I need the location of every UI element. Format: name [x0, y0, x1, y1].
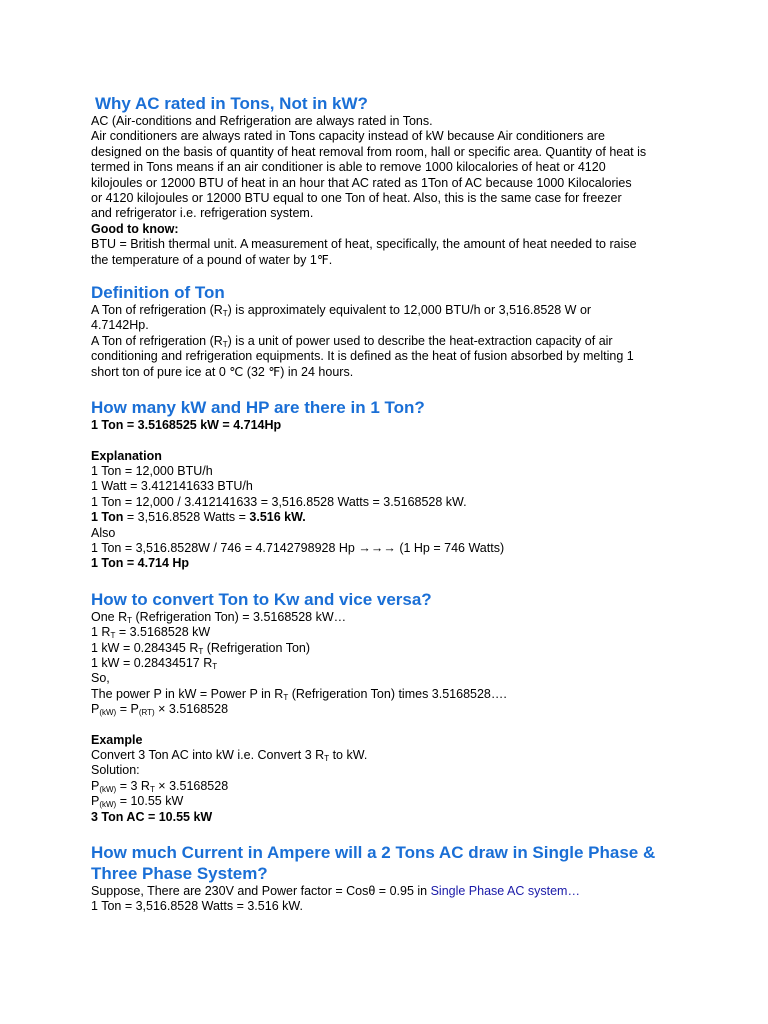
heading-why-ac-tons: Why AC rated in Tons, Not in kW? — [95, 94, 368, 113]
paragraph: short ton of pure ice at 0 ℃ (32 ℉) in 24 hours. — [91, 364, 354, 379]
paragraph: or 4120 kilojoules or 12000 BTU equal to one Ton of heat. Also, this is the same case for freezer — [91, 191, 622, 206]
paragraph: A Ton of refrigeration $(R_T)$ is a unit of power used to describe the heat-extraction capacity of air — [91, 333, 613, 349]
paragraph: Also — [91, 525, 116, 540]
paragraph: 1 $R_T = 3.5168528$ kW — [91, 625, 211, 641]
heading-kw-hp-in-ton: How many kW and HP are there in 1 Ton? — [91, 398, 425, 418]
paragraph: Suppose, There are 230V and Power factor = Cosθ = 0.95 in Single Phase AC system… — [91, 884, 580, 899]
good-to-know-label: Good to know: — [91, 221, 179, 236]
paragraph: 1 Watt = 3.412141633 BTU/h — [91, 479, 253, 494]
spacer — [91, 434, 691, 449]
formula: $P_{(kW)} = 10.55$ kW — [91, 794, 184, 810]
formula: $P_{(kW)} = 3$ $R_T \times 3.5168528$ — [91, 778, 229, 794]
paragraph: 4.7142Hp. — [91, 318, 149, 333]
paragraph: termed in Tons means if an air conditioner is able to remove 1000 kilocalories of heat or 4120 — [91, 160, 606, 175]
single-phase-link[interactable]: Single Phase AC system… — [430, 884, 580, 899]
paragraph: 1 Ton = 3,516.8528W / 746 = 4.7142798928 Hp →→→ (1 Hp = 746 Watts) — [91, 540, 505, 555]
paragraph: 1 kW = 0.28434517 $R_T$ — [91, 655, 218, 671]
paragraph: 1 kW = 0.284345 $R_T$ (Refrigeration Ton) — [91, 640, 311, 656]
key-result: 1 Ton = 3.5168525 kW = 4.714Hp — [91, 418, 282, 433]
heading-convert-ton-kw: How to convert Ton to Kw and vice versa? — [91, 589, 432, 609]
paragraph: Solution: — [91, 763, 140, 778]
paragraph: 1 Ton = 12,000 / 3.412141633 = 3,516.8528 Watts = 3.5168528 kW. — [91, 494, 467, 509]
paragraph: BTU = British thermal unit. A measurement of heat, specifically, the amount of heat needed to raise — [91, 237, 637, 252]
heading-current-2-ton-ac: How much Current in Ampere will a 2 Tons AC draw in Single Phase & Three Phase System? — [91, 843, 656, 884]
formula: $P_{(kW)} = P_{(RT)} \times 3.5168528$ — [91, 702, 229, 718]
heading-definition-of-ton: Definition of Ton — [91, 283, 225, 303]
paragraph: A Ton of refrigeration $(R_T)$ is approximately equivalent to 12,000 BTU/h or 3,516.8528 W or — [91, 303, 592, 319]
paragraph: One $R_T$ (Refrigeration Ton) = 3.5168528 kW… — [91, 609, 347, 625]
paragraph: Air conditioners are always rated in Tons capacity instead of kW because Air conditioners are — [91, 129, 605, 144]
paragraph: Convert 3 Ton AC into kW i.e. Convert 3 $R_T$ to kW. — [91, 748, 368, 763]
key-result: 3 Ton AC = 10.55 kW — [91, 809, 213, 824]
key-result: 1 Ton = 4.714 Hp — [91, 556, 190, 571]
paragraph: kilojoules or 12000 BTU of heat in an hour that AC rated as 1Ton of AC because 1000 Kilocalories — [91, 175, 632, 190]
spacer — [91, 718, 691, 733]
paragraph: The power P in kW = Power P in $R_T$ (Refrigeration Ton) times 3.5168528…. — [91, 686, 507, 702]
article-body — [91, 93, 691, 915]
paragraph: 1 Ton = 3,516.8528 Watts = 3.516 kW. — [91, 899, 303, 914]
paragraph: 1 Ton = 12,000 BTU/h — [91, 463, 213, 478]
paragraph: the temperature of a pound of water by 1℉. — [91, 252, 333, 267]
paragraph: So, — [91, 671, 110, 686]
paragraph: and refrigerator i.e. refrigeration system. — [91, 206, 314, 221]
paragraph: designed on the basis of quantity of heat removal from room, hall or specific area. Quantity of heat is — [91, 144, 647, 159]
paragraph: AC (Air-conditions and Refrigeration are always rated in Tons. — [91, 114, 433, 128]
explanation-label: Explanation — [91, 448, 162, 463]
paragraph: conditioning and refrigeration equipments. It is defined as the heat of fusion absorbed by melting 1 — [91, 349, 634, 364]
paragraph: 1 Ton = 3,516.8528 Watts = 3.516 kW. — [91, 510, 306, 525]
example-label: Example — [91, 732, 143, 747]
